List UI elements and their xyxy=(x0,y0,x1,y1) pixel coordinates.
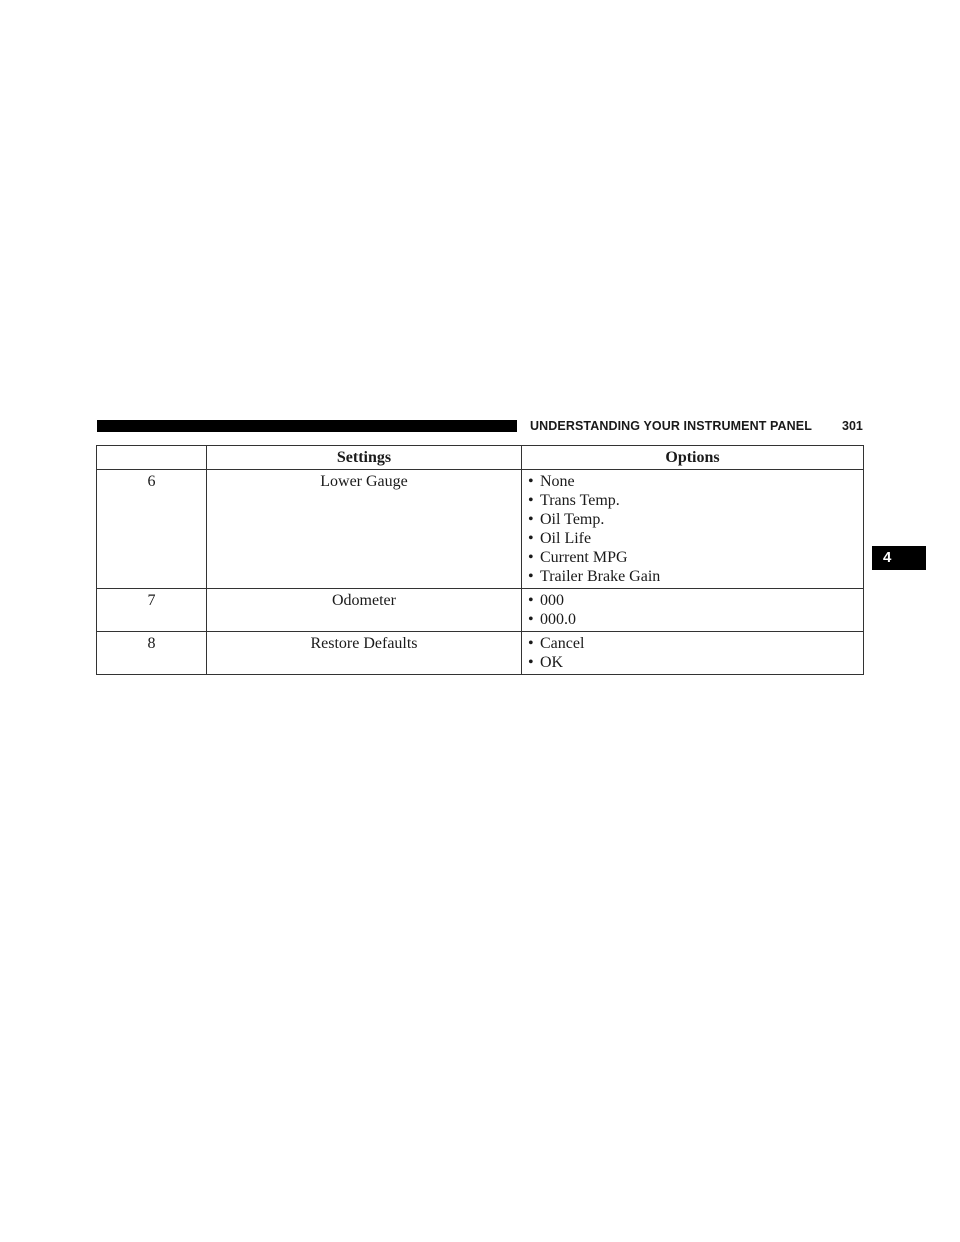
chapter-tab: 4 xyxy=(872,546,926,570)
row-setting: Lower Gauge xyxy=(207,470,522,589)
options-list xyxy=(528,634,857,672)
section-title: UNDERSTANDING YOUR INSTRUMENT PANEL xyxy=(530,419,812,433)
row-number: 6 xyxy=(97,470,207,589)
option-item: • OK xyxy=(528,653,857,672)
option-item: • Trailer Brake Gain xyxy=(528,567,857,586)
option-item: • None xyxy=(528,472,857,491)
row-options xyxy=(522,632,864,675)
row-options xyxy=(522,589,864,632)
option-item: • Current MPG xyxy=(528,548,857,567)
option-item: • Cancel xyxy=(528,634,857,653)
option-item: • Oil Life xyxy=(528,529,857,548)
table-row xyxy=(97,470,864,589)
column-header-settings: Settings xyxy=(207,446,522,470)
option-item: • 000 xyxy=(528,591,857,610)
table-header-row xyxy=(97,446,864,470)
settings-table xyxy=(96,445,864,675)
options-list xyxy=(528,591,857,629)
header-rule xyxy=(97,420,517,432)
row-number: 7 xyxy=(97,589,207,632)
option-item: • Oil Temp. xyxy=(528,510,857,529)
row-number: 8 xyxy=(97,632,207,675)
row-setting: Odometer xyxy=(207,589,522,632)
table-row xyxy=(97,632,864,675)
option-item: • 000.0 xyxy=(528,610,857,629)
row-options xyxy=(522,470,864,589)
page-number: 301 xyxy=(842,419,863,433)
column-header-options: Options xyxy=(522,446,864,470)
table-row xyxy=(97,589,864,632)
row-setting: Restore Defaults xyxy=(207,632,522,675)
option-item: • Trans Temp. xyxy=(528,491,857,510)
options-list xyxy=(528,472,857,586)
column-header-number xyxy=(97,446,207,470)
